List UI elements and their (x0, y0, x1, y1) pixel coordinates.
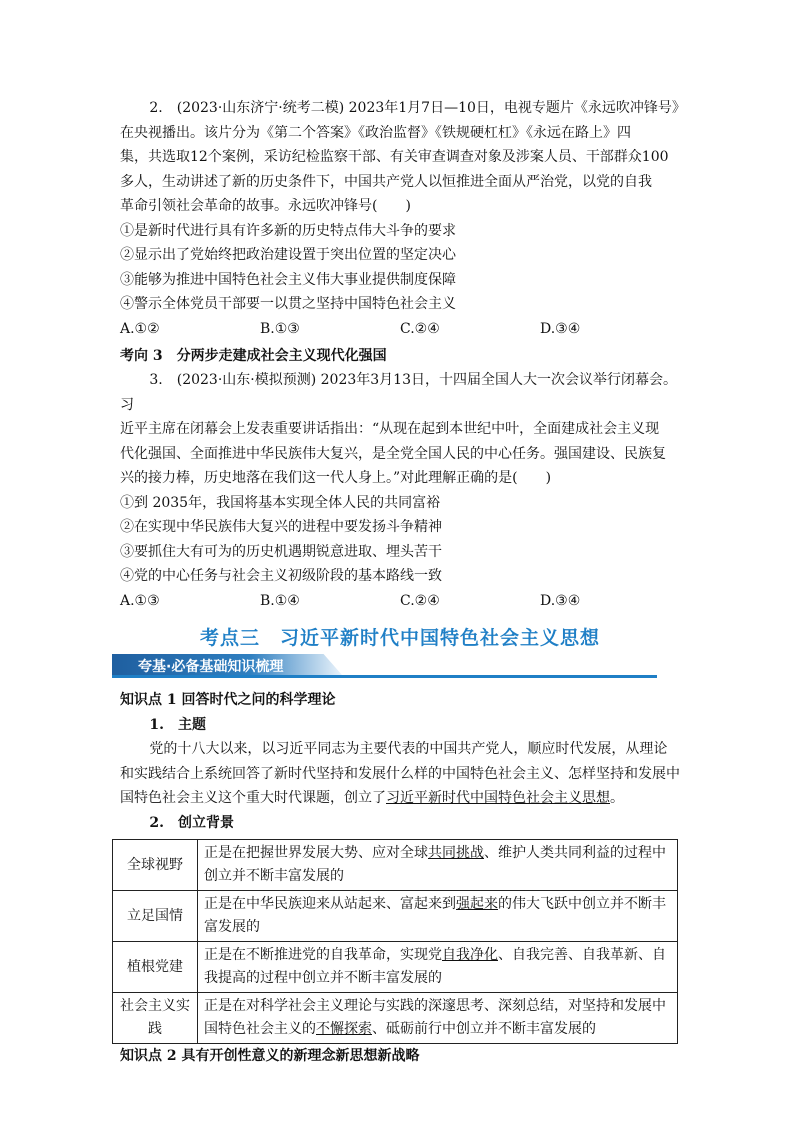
option-b: B.①③ (260, 320, 300, 337)
value-text: 、自我完善、自我革新、自我提高的过程中创立并不断丰富发展的 (204, 947, 666, 986)
option-b: B.①④ (260, 592, 300, 609)
question-2-stem-line-1: 2. (2023·山东济宁·统考二模) 2023年1月7日—10日，电视专题片《永远吹冲锋号》 (149, 100, 686, 116)
question-2-stem-line-2: 在央视播出。该片分为《第二个答案》《政治监督》《铁规硬杠杠》《永远在路上》四 (120, 124, 631, 141)
question-2-item: ②显示出了党始终把政治建设置于突出位置的坚定决心 (120, 247, 456, 263)
value-text: 、砥砺前行中创立并不断丰富发展的 (372, 1021, 596, 1037)
table-key: 立足国情 (113, 891, 198, 942)
theme-underlined-term: 习近平新时代中国特色社会主义思想 (386, 790, 610, 806)
table-value (198, 891, 678, 942)
table-key: 全球视野 (113, 840, 198, 891)
option-d: D.③④ (540, 320, 581, 337)
table-key: 社会主义实践 (113, 993, 198, 1044)
question-3 (120, 368, 680, 613)
theme-text-end: 。 (610, 790, 624, 806)
option-d: D.③④ (540, 592, 581, 609)
value-underlined: 共同挑战 (428, 845, 484, 861)
knowledge-point-2-title: 知识点 2 具有开创性意义的新理念新思想新战略 (120, 1048, 420, 1064)
value-text: 正是在对科学社会主义理论与实践的深邃思考、深刻总结，对坚持和发展中国特色社会主义的 (204, 998, 666, 1037)
knowledge-point-1-title: 知识点 1 回答时代之问的科学理论 (120, 692, 336, 708)
value-text: 正是在中华民族迎来从站起来、富起来到 (204, 896, 456, 912)
direction-3-heading: 考向 3 分两步走建成社会主义现代化强国 (120, 348, 387, 364)
value-text: 正是在不断推进党的自我革命，实现党 (204, 947, 442, 963)
question-3-stem-line-1: 3. (2023·山东·模拟预测) 2023年3月13日，十四届全国人大一次会议举行闭幕会。习 (120, 372, 678, 413)
table-row (113, 891, 678, 942)
question-3-item: ①到 2035年，我国将基本实现全体人民的共同富裕 (120, 494, 441, 511)
option-c: C.②④ (400, 320, 440, 337)
banner-label: 夸基·必备基础知识梳理 (138, 659, 284, 675)
value-underlined: 不懈探索 (316, 1021, 372, 1037)
question-2-stem-line-3: 集，共选取12个案例，采访纪检监察干部、有关审查调查对象及涉案人员、干部群众100 (120, 149, 669, 165)
question-3-options (120, 589, 680, 614)
table-value (198, 942, 678, 993)
question-3-item: ④党的中心任务与社会主义初级阶段的基本路线一致 (120, 568, 442, 584)
question-2-options (120, 317, 680, 342)
value-text: 正是在把握世界发展大势、应对全球 (204, 845, 428, 861)
table-row (113, 993, 678, 1044)
table-key: 植根党建 (113, 942, 198, 993)
question-3-stem-line-4: 兴的接力棒，历史地落在我们这一代人身上。”对此理解正确的是( ) (120, 470, 552, 486)
option-c: C.②④ (400, 592, 440, 609)
question-2-stem-line-4: 多人，生动讲述了新的历史条件下，中国共产党人以恒推进全面从严治党，以党的自我 (120, 173, 652, 190)
background-table (112, 839, 678, 1044)
question-2-item: ④警示全体党员干部要一以贯之坚持中国特色社会主义 (120, 296, 456, 312)
option-a: A.①③ (120, 592, 160, 609)
question-2-item: ①是新时代进行具有许多新的历史特点伟大斗争的要求 (120, 222, 456, 239)
option-a: A.①② (120, 320, 160, 337)
theme-text: 党的十八大以来，以习近平同志为主要代表的中国共产党人，顺应时代发展，从理论和实践结合上系统回答了新时代坚持和发展什么样的中国特色社会主义、怎样坚持和发展中国特色社会主义这个重大时代课题，创立了 (120, 741, 680, 806)
question-3-item: ③要抓住大有可为的历史机遇期锐意进取、埋头苦干 (120, 543, 442, 560)
section-title: 考点三 习近平新时代中国特色社会主义思想 (199, 627, 600, 649)
background-heading: 2. 创立背景 (149, 814, 235, 831)
value-text: 、维护人类共同利益的过程中创立并不断丰富发展的 (204, 845, 666, 884)
question-2-item: ③能够为推进中国特色社会主义伟大事业提供制度保障 (120, 271, 456, 288)
question-3-item: ②在实现中华民族伟大复兴的进程中要发扬斗争精神 (120, 519, 442, 535)
table-value (198, 840, 678, 891)
question-2 (120, 96, 686, 341)
question-2-stem-line-5: 革命引领社会革命的故事。永远吹冲锋号( ) (120, 198, 411, 214)
table-row (113, 840, 678, 891)
value-text: 的伟大飞跃中创立并不断丰富发展的 (204, 896, 666, 935)
table-row (113, 942, 678, 993)
knowledge-banner (112, 654, 672, 680)
value-underlined: 自我净化 (442, 947, 498, 963)
theme-paragraph (120, 737, 680, 811)
value-underlined: 强起来 (456, 896, 498, 912)
page-content (120, 96, 686, 1069)
question-3-stem-line-3: 代化强国、全面推进中华民族伟大复兴，是全党全国人民的中心任务。强国建设、民族复 (120, 445, 666, 462)
table-value (198, 993, 678, 1044)
question-3-stem-line-2: 近平主席在闭幕会上发表重要讲话指出：“从现在起到本世纪中叶，全面建成社会主义现 (120, 421, 660, 437)
theme-heading: 1. 主题 (149, 716, 207, 733)
